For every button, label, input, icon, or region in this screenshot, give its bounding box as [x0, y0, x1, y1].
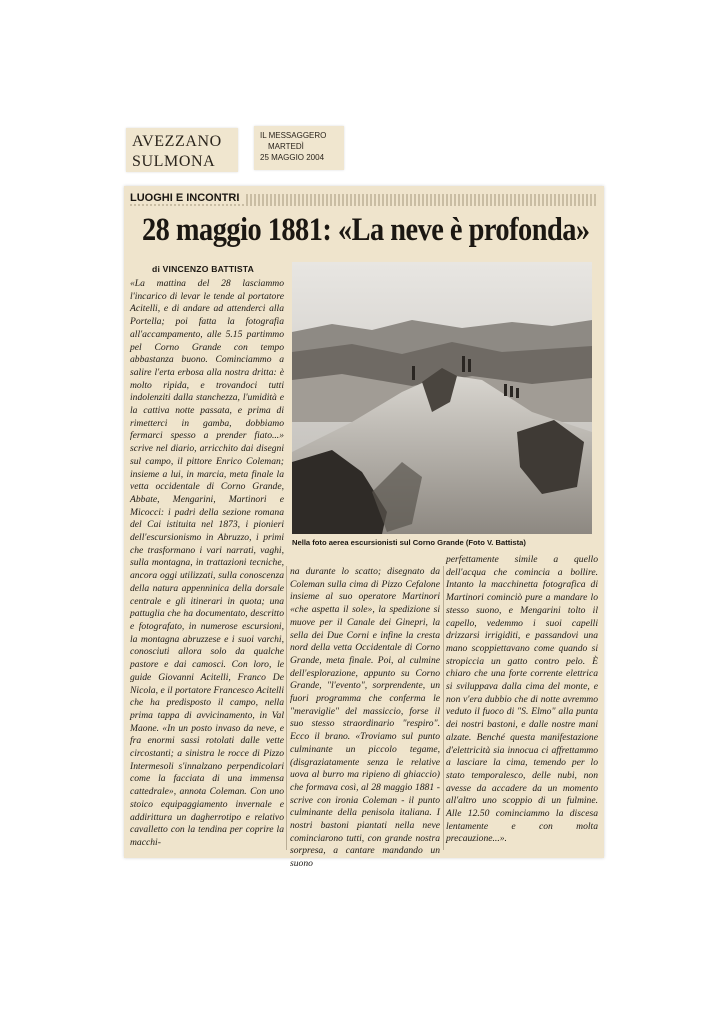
headline: 28 maggio 1881: «La neve è profonda» [142, 212, 590, 248]
newspaper-weekday: MARTEDÌ [268, 142, 304, 151]
column-2-text: na durante lo scatto; disegnato da Coleman sulla cima di Pizzo Cefalone insieme al suo operatore Martinori «che aspetta il sole», la spedizione si muove per il Canale dei Ginepri, la sella dei Due Corni e infine la cresta nord della vetta Occidentale di Corno Grande, meta finale. Poi, al culmine dell'esplorazione, appunto su Corno Grande, "l'evento", sorprendente, un fuori programma che conferma le "meraviglie" del massiccio, forse il suo stesso straordinario "respiro". Ecco il brano. «Troviamo sul punto culminante un piccolo tegame, (disgraziatamente senza le relative uova al burro ma ripieno di ghiaccio) che formava così, al 28 maggio 1881 - scrive con ironia Coleman - il punto culminante della penisola italiana. I nostri bastoni piantati nella neve cominciarono tutti, con grande nostra sorpresa, a cantare mandando un suono [290, 566, 440, 870]
newspaper-label [254, 126, 344, 170]
column-divider [443, 566, 444, 850]
city-sulmona: SULMONA [132, 153, 216, 170]
article-clipping [124, 186, 604, 870]
column-1-text: «La mattina del 28 lasciammo l'incarico di levar le tende al portatore Acitelli, e di andare ad attenderci alla Portella; poi fatta la fotografia all'accampamento, alle 5.15 partimmo pel Corno Grande con tempo abbastanza buono. Cominciammo a salire l'erta erbosa alla nostra dritta: è molto ripida, e trovandoci tutti indolenziti dalla stanchezza, l'umidità e la cattiva notte passata, e prima di rimetterci in gamba, dobbiamo fermarci spesso a prender fiato...» scrive nel diario, arricchito dai disegni sul campo, il pittore Enrico Coleman; insieme a lui, in marcia, meta finale la vetta occidentale di Corno Grande, Abbate, Mengarini, Martinori e Micocci: i padri della sezione romana del Cai istituita nel 1873, i pionieri dell'escursionismo in Abruzzo, i primi che trasformano i vari narrati, vaghi, sulla montagna, in trattazioni tecniche, ancora oggi utilizzati, sulla conoscenza della natura appenninica della dorsale centrale e gli itinerari in quota; una pattuglia che ha documentato, descritto e fotografato, in numerose escursioni, la montagna abruzzese e i suoi varchi, conosciuti allora solo da qualche pastore e dai camosci. Con loro, le guide Giovanni Acitelli, Franco De Nicola, e il portatore Francesco Acitelli che ha predisposto il campo, nella prima tappa di avvicinamento, in Val Maone. «In un posto invaso da neve, e fra enormi sassi rotolati dalle vette circostanti; a sinistra le rocce di Pizzo Intermesoli s'innalzano perpendicolari come la facciata di una immensa cattedrale», annota Coleman. Con uno stoico equipaggiamento invernale e addirittura un dagherrotipo e relativo cavalletto con la tendina per coprire la macchi- [130, 278, 284, 848]
city-avezzano: AVEZZANO [132, 133, 222, 150]
newspaper-date: 25 MAGGIO 2004 [260, 153, 325, 162]
column-divider [286, 566, 287, 850]
byline: di VINCENZO BATTISTA [152, 264, 255, 274]
city-label [126, 128, 238, 172]
newspaper-name: IL MESSAGGERO [260, 131, 327, 140]
photo-caption: Nella foto aerea escursionisti sul Corno Grande (Foto V. Battista) [292, 538, 526, 547]
article-column-1 [130, 278, 284, 850]
article-column-2 [290, 566, 440, 871]
article-photo [292, 262, 592, 534]
rubric: LUOGHI E INCONTRI [130, 192, 245, 204]
mountain-photo [292, 262, 592, 534]
article-column-3 [446, 554, 598, 846]
column-3-text: perfettamente simile a quello dell'acqua che comincia a bollire. Intanto la macchinetta fotografica di Martinori cominciò pure a mandare lo stesso suono, e Mengarini tolto il capello, vedemmo i suoi capelli drizzarsi irrigiditi, e passandovi una mano scoppiettavano come quando si stropiccia un gatto contro pelo. È chiaro che una forte corrente elettrica si sviluppava dalla cima del monte, e non v'era dubbio che di notte avremmo veduto il fuoco di "S. Elmo" alla punta dei nostri bastoni, e dalle nostre mani alzate. Benché questa manifestazione d'elettricità sia innocua ci affrettammo a lasciare la cima, temendo per lo stato temporalesco, delle nubi, non avesse da accadere da un momento all'altro uno scoppio di un fulmine. Alle 12.50 cominciammo la discesa lentamente e con molta precauzione...». [446, 554, 598, 845]
